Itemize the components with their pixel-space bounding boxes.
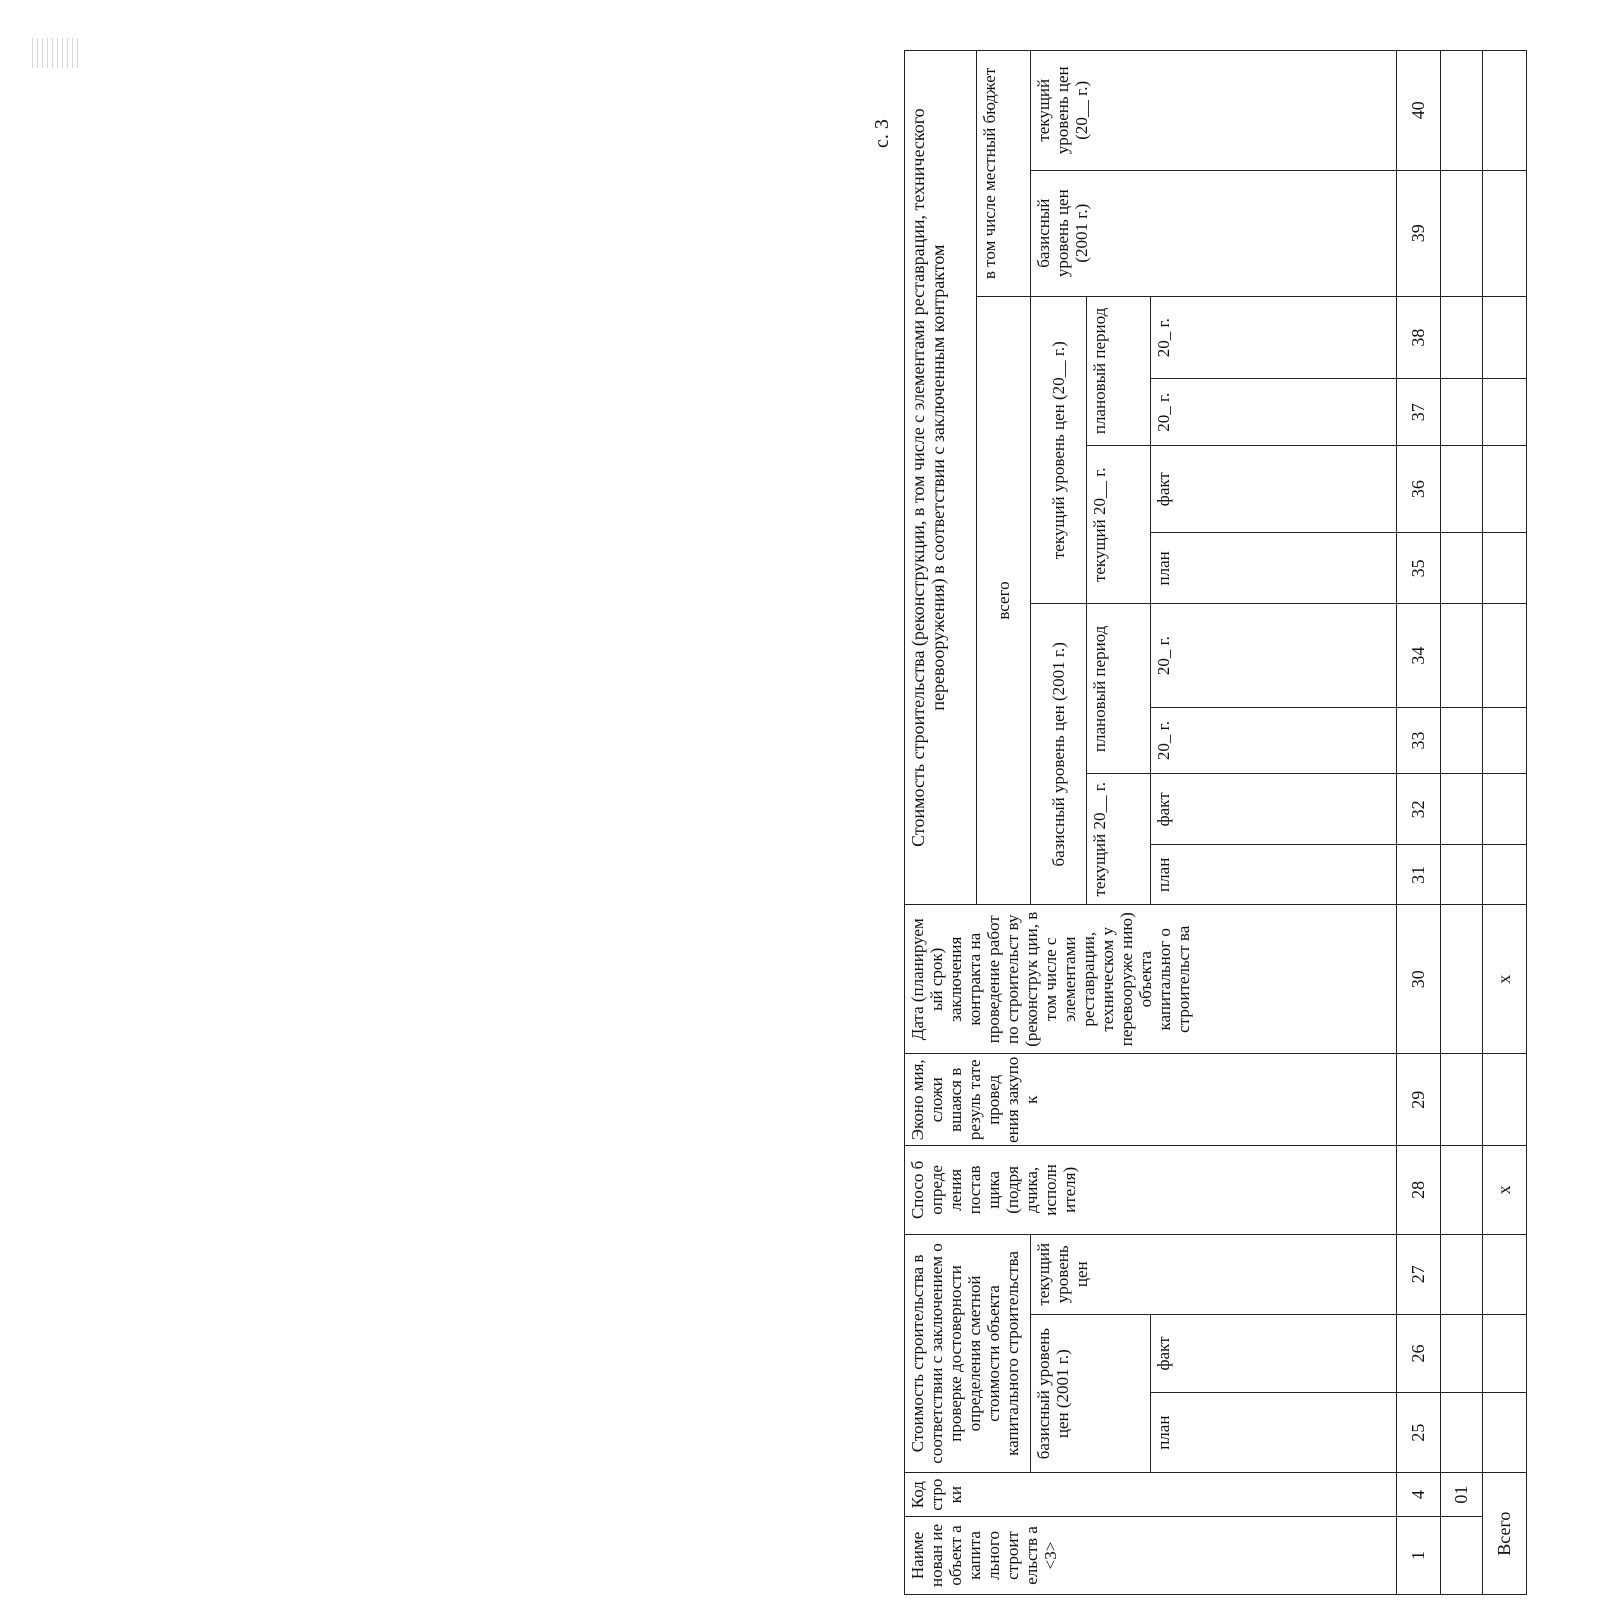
row-code-01: 01: [1441, 1473, 1483, 1517]
header-fact-base: факт: [1151, 1314, 1397, 1392]
table-cell[interactable]: [1441, 774, 1483, 845]
table-cell[interactable]: [1483, 170, 1527, 296]
header-year-33: 20_ г.: [1151, 707, 1397, 774]
header-plan-35: план: [1151, 533, 1397, 604]
table-cell[interactable]: [1483, 1393, 1527, 1473]
col-num: 26: [1397, 1314, 1441, 1392]
col-num: 35: [1397, 533, 1441, 604]
header-local-budget: в том числе местный бюджет: [977, 51, 1031, 297]
table-cell[interactable]: [1441, 533, 1483, 604]
header-cost-expertise: Стоимость строительства в соответствии с заключением о проверке достоверности определения сметной стоимости объекта капитального строительства: [905, 1234, 1031, 1473]
col-num: 1: [1397, 1516, 1441, 1594]
col-num: 25: [1397, 1393, 1441, 1473]
header-fact-32: факт: [1151, 774, 1397, 845]
header-year-34: 20_ г.: [1151, 604, 1397, 707]
table-cell[interactable]: [1441, 905, 1483, 1054]
table-cell[interactable]: [1483, 533, 1527, 604]
table-cell[interactable]: [1483, 604, 1527, 707]
header-row-code: Код стро ки: [905, 1473, 1397, 1517]
header-supplier-method: Спосо б опреде ления постав щика (подря дчика, исполн ителя): [905, 1146, 1397, 1234]
table-cell[interactable]: [1483, 1234, 1527, 1314]
table-cell[interactable]: [1441, 446, 1483, 533]
col-num: 38: [1397, 296, 1441, 379]
table-cell[interactable]: [1483, 774, 1527, 845]
table-cell[interactable]: [1441, 1314, 1483, 1392]
col-num: 27: [1397, 1234, 1441, 1314]
table-cell[interactable]: [1483, 51, 1527, 171]
header-base-level-2001: базисный уровень цен (2001 г.): [1031, 604, 1087, 905]
table-cell[interactable]: [1483, 1054, 1527, 1146]
table-cell[interactable]: [1441, 1234, 1483, 1314]
table-cell[interactable]: [1483, 845, 1527, 905]
header-plan-31: план: [1151, 845, 1397, 905]
header-current-level-year: текущий уровень цен (20__ г.): [1031, 296, 1087, 604]
col-num: 36: [1397, 446, 1441, 533]
table-cell[interactable]: [1483, 707, 1527, 774]
table-cell[interactable]: [1441, 845, 1483, 905]
header-fact-36: факт: [1151, 446, 1397, 533]
header-year-38: 20_ г.: [1151, 296, 1397, 379]
header-planned-period-a: плановый период: [1087, 604, 1151, 774]
table-cell[interactable]: [1483, 1314, 1527, 1392]
table-cell[interactable]: [1441, 1516, 1483, 1594]
table-cell[interactable]: [1441, 1146, 1483, 1234]
table-cell[interactable]: [1441, 1393, 1483, 1473]
header-savings: Эконо мия, сложи вшаяся в резуль тате провед ения закупо к: [905, 1054, 1397, 1146]
table-cell[interactable]: [1441, 170, 1483, 296]
col-num: 39: [1397, 170, 1441, 296]
header-object-name: Наиме нован ие объект а капита льного строит ельств а <3>: [905, 1516, 1397, 1594]
table-cell[interactable]: [1483, 379, 1527, 446]
header-contract-date: Дата (планируем ый срок) заключения контракта на проведение работ по строительст ву (реконструк ции, в том числе с элементами реставрации, техническом у перевооруже нию) объекта капитальног о строительст ва: [905, 905, 1397, 1054]
table-cell[interactable]: [1441, 51, 1483, 171]
header-current-level-local: текущий уровень цен (20__ г.): [1031, 51, 1397, 171]
table-cell[interactable]: [1483, 296, 1527, 379]
col-num: 30: [1397, 905, 1441, 1054]
col-num: 28: [1397, 1146, 1441, 1234]
header-base-price-2001: базисный уровень цен (2001 г.): [1031, 1314, 1151, 1472]
header-contract-cost: Стоимость строительства (реконструкции, в том числе с элементами реставрации, технического перевооружения) в соответствии с заключенным контрактом: [905, 51, 977, 905]
header-base-level-2001-local: базисный уровень цен (2001 г.): [1031, 170, 1397, 296]
page-number: с. 3: [870, 119, 893, 148]
table-cell[interactable]: [1441, 1054, 1483, 1146]
col-num: 33: [1397, 707, 1441, 774]
col-num: 32: [1397, 774, 1441, 845]
total-x-30: x: [1483, 905, 1527, 1054]
header-current-price: текущий уровень цен: [1031, 1234, 1397, 1314]
table-cell[interactable]: [1441, 296, 1483, 379]
header-total: всего: [977, 296, 1031, 904]
total-x-28: x: [1483, 1146, 1527, 1234]
col-num: 4: [1397, 1473, 1441, 1517]
header-plan-base: план: [1151, 1393, 1397, 1473]
col-num: 31: [1397, 845, 1441, 905]
table-cell[interactable]: [1441, 379, 1483, 446]
table-cell[interactable]: [1441, 707, 1483, 774]
col-num: 40: [1397, 51, 1441, 171]
col-num: 29: [1397, 1054, 1441, 1146]
header-year-37: 20_ г.: [1151, 379, 1397, 446]
scan-artifact: [32, 38, 82, 68]
header-planned-period-b: плановый период: [1087, 296, 1151, 445]
col-num: 37: [1397, 379, 1441, 446]
table-cell[interactable]: [1483, 446, 1527, 533]
form-table-rotated: [904, 50, 1622, 1595]
construction-cost-table: [904, 50, 1527, 1595]
col-num: 34: [1397, 604, 1441, 707]
header-current-20-a: текущий 20__ г.: [1087, 774, 1151, 905]
row-total-label: Всего: [1483, 1473, 1527, 1595]
table-cell[interactable]: [1441, 604, 1483, 707]
header-current-20-b: текущий 20__ г.: [1087, 446, 1151, 604]
